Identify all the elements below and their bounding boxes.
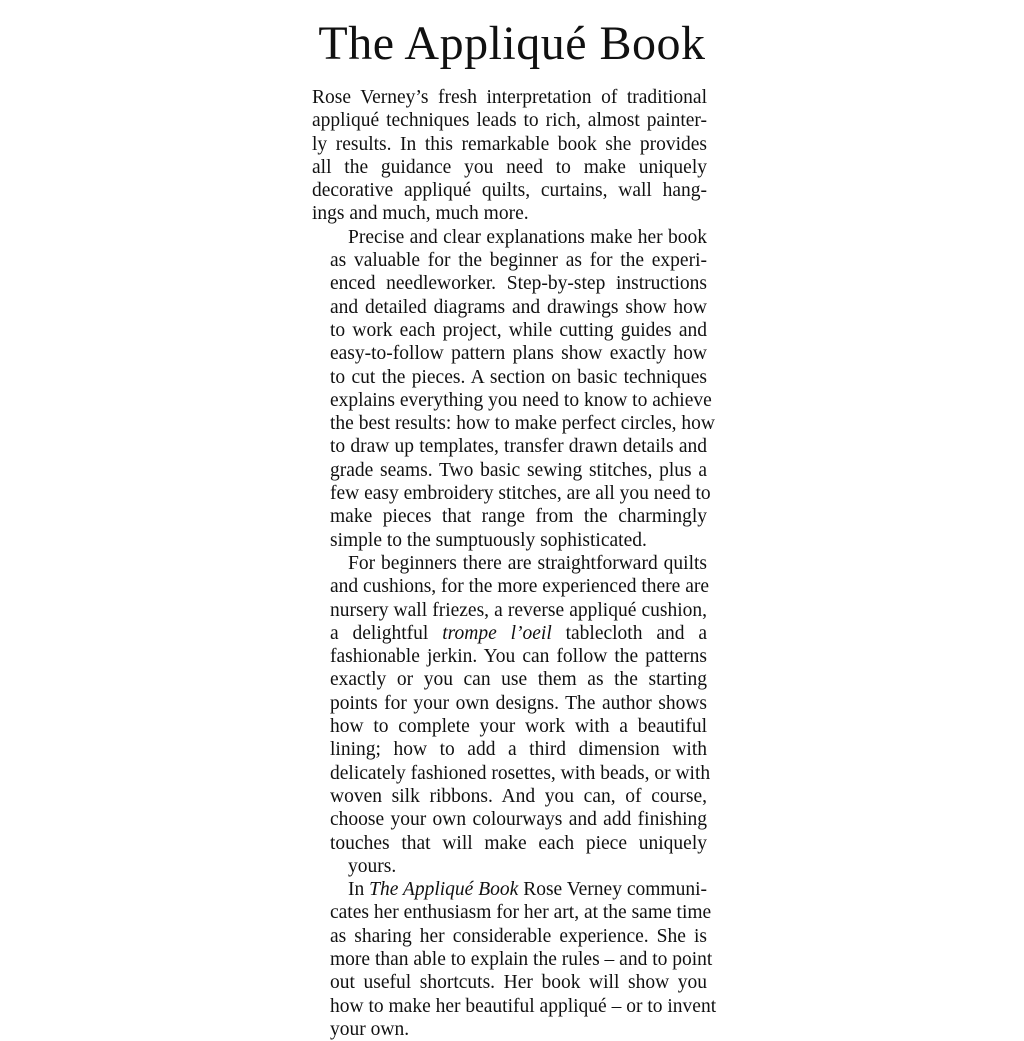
text-line: and cushions, for the more experienced there are: [330, 576, 709, 598]
paragraph-3: [312, 552, 711, 878]
text-line: enced needleworker. Step-by-step instructions: [330, 273, 707, 295]
text-line: grade seams. Two basic sewing stitches, plus a: [330, 459, 707, 481]
text-line: lining; how to add a third dimension with: [330, 739, 707, 761]
text-line: make pieces that range from the charmingly: [330, 506, 707, 528]
text-line: to cut the pieces. A section on basic techniques: [330, 366, 707, 388]
text-segment: Rose Verney communi-: [518, 879, 707, 901]
text-line: decorative appliqué quilts, curtains, wall hang-: [312, 180, 707, 202]
text-line: touches that will make each piece uniquely: [330, 832, 707, 854]
text-line: the best results: how to make perfect circles, how: [330, 413, 716, 435]
text-line: ings and much, much more.: [312, 203, 529, 225]
text-line: how to complete your work with a beautiful: [330, 716, 707, 738]
text-line: explains everything you need to know to achieve: [330, 389, 712, 411]
text-segment: In: [348, 879, 370, 901]
text-line-with-italic: [312, 878, 707, 901]
text-line: to work each project, while cutting guides and: [330, 319, 707, 341]
text-line: simple to the sumptuously sophisticated.: [330, 529, 647, 551]
page-title: The Appliqué Book: [318, 17, 706, 70]
text-line: and detailed diagrams and drawings show how: [330, 296, 707, 318]
text-line: as valuable for the beginner as for the experi-: [330, 250, 707, 272]
text-line: exactly or you can use them as the starting: [330, 669, 707, 691]
text-line: For beginners there are straightforward quilts: [348, 552, 707, 574]
text-line-with-italic: [312, 622, 707, 645]
paragraph-1: [312, 86, 707, 226]
text-line: all the guidance you need to make uniquely: [312, 156, 707, 178]
text-line: out useful shortcuts. Her book will show you: [330, 972, 707, 994]
text-line: fashionable jerkin. You can follow the patterns: [330, 646, 707, 668]
italic-book-title: The Appliqué Book: [369, 879, 519, 901]
text-line: few easy embroidery stitches, are all you need to: [330, 483, 711, 505]
text-line: more than able to explain the rules – and to point: [330, 948, 713, 970]
text-line: your own.: [330, 1018, 410, 1040]
text-line: nursery wall friezes, a reverse appliqué cushion,: [330, 599, 707, 621]
text-line: choose your own colourways and add finishing: [330, 809, 707, 831]
text-line: easy-to-follow pattern plans show exactly how: [330, 343, 707, 365]
paragraph-2: [312, 226, 716, 552]
text-line: how to make her beautiful appliqué – or to invent: [330, 995, 717, 1017]
italic-phrase: trompe l’oeil: [442, 622, 552, 644]
text-segment: tablecloth and a: [551, 622, 708, 644]
text-line: points for your own designs. The author shows: [330, 692, 707, 714]
body-text: [312, 86, 717, 1041]
text-line: delicately fashioned rosettes, with beads, or with: [330, 762, 711, 784]
paragraph-4: [312, 878, 717, 1041]
text-line: yours.: [348, 855, 397, 877]
text-line: Precise and clear explanations make her book: [348, 226, 707, 248]
text-line: appliqué techniques leads to rich, almost painter-: [312, 110, 707, 132]
text-line: woven silk ribbons. And you can, of course,: [330, 785, 707, 807]
text-segment: a delightful: [330, 622, 443, 644]
text-line: cates her enthusiasm for her art, at the same time: [330, 902, 712, 924]
text-line: Rose Verney’s fresh interpretation of traditional: [312, 87, 707, 108]
text-line: ly results. In this remarkable book she provides: [312, 133, 707, 155]
text-line: to draw up templates, transfer drawn details and: [330, 436, 707, 458]
text-line: as sharing her considerable experience. She is: [330, 925, 707, 947]
